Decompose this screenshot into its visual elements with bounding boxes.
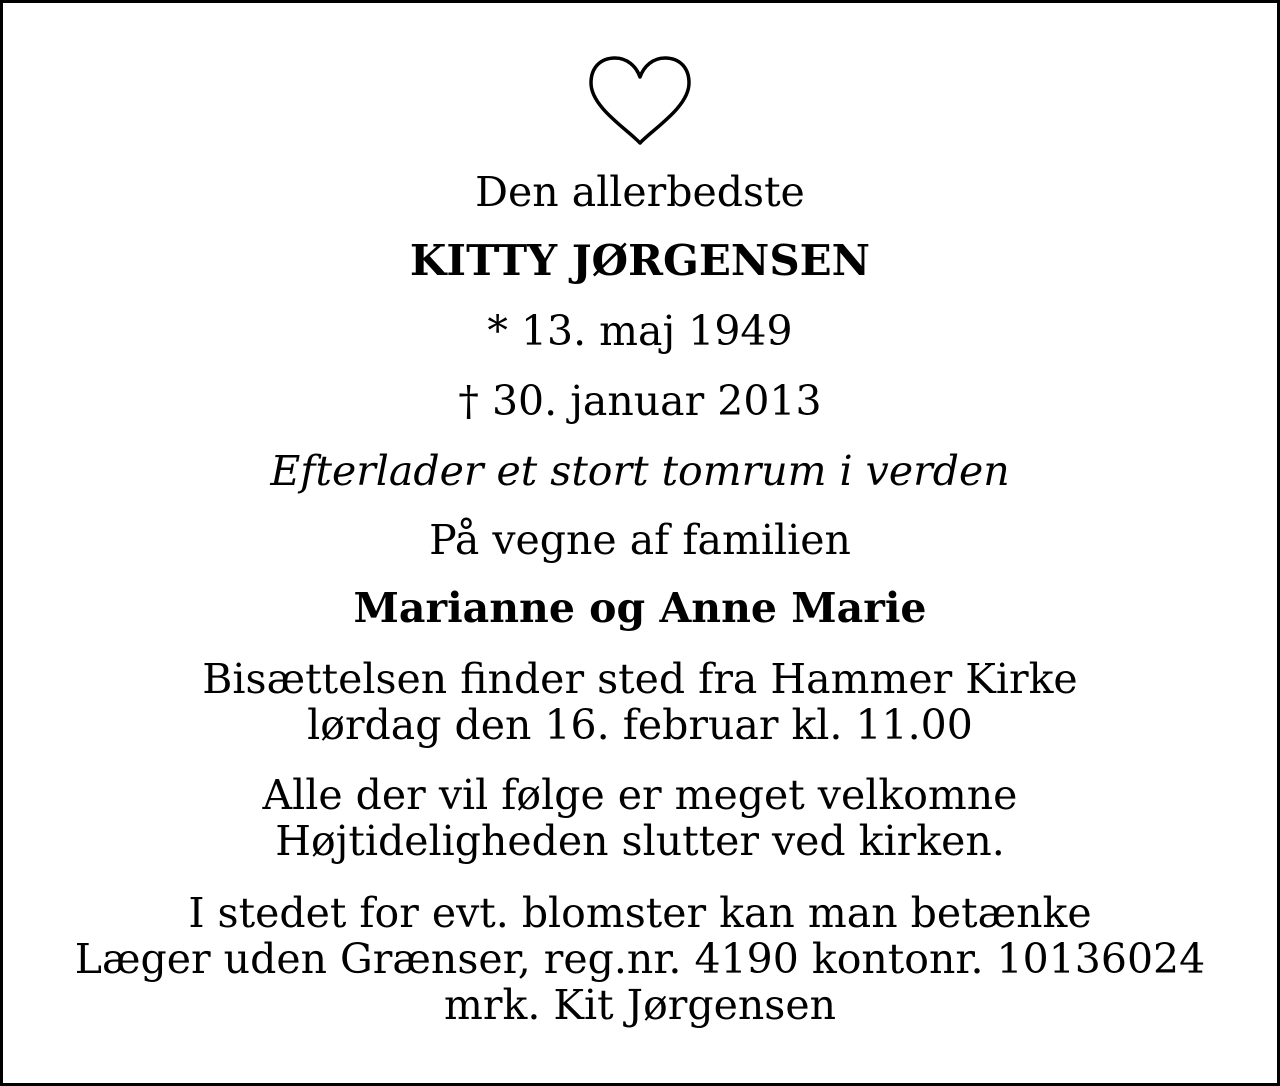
donation-line-1: I stedet for evt. blomster kan man betænke (188, 889, 1092, 937)
tagline: Efterlader et stort tomrum i verden (270, 447, 1010, 495)
funeral-line-1: Bisættelsen finder sted fra Hammer Kirke (202, 655, 1078, 703)
donation-line-3: mrk. Kit Jørgensen (444, 981, 836, 1029)
deceased-name: KITTY JØRGENSEN (409, 236, 871, 285)
birth-date: * 13. maj 1949 (487, 307, 793, 355)
donation-line-2: Læger uden Grænser, reg.nr. 4190 kontonr. 10136024 (74, 935, 1206, 983)
funeral-line-2: lørdag den 16. februar kl. 11.00 (307, 701, 973, 749)
intro-text: Den allerbedste (475, 168, 805, 216)
signatories: Marianne og Anne Marie (353, 584, 927, 632)
heart-icon (3, 53, 1277, 149)
welcome-line-1: Alle der vil følge er meget velkomne (262, 771, 1018, 819)
on-behalf-text: På vegne af familien (429, 516, 851, 564)
welcome-line-2: Højtideligheden slutter ved kirken. (275, 817, 1005, 865)
death-date: † 30. januar 2013 (458, 377, 822, 425)
